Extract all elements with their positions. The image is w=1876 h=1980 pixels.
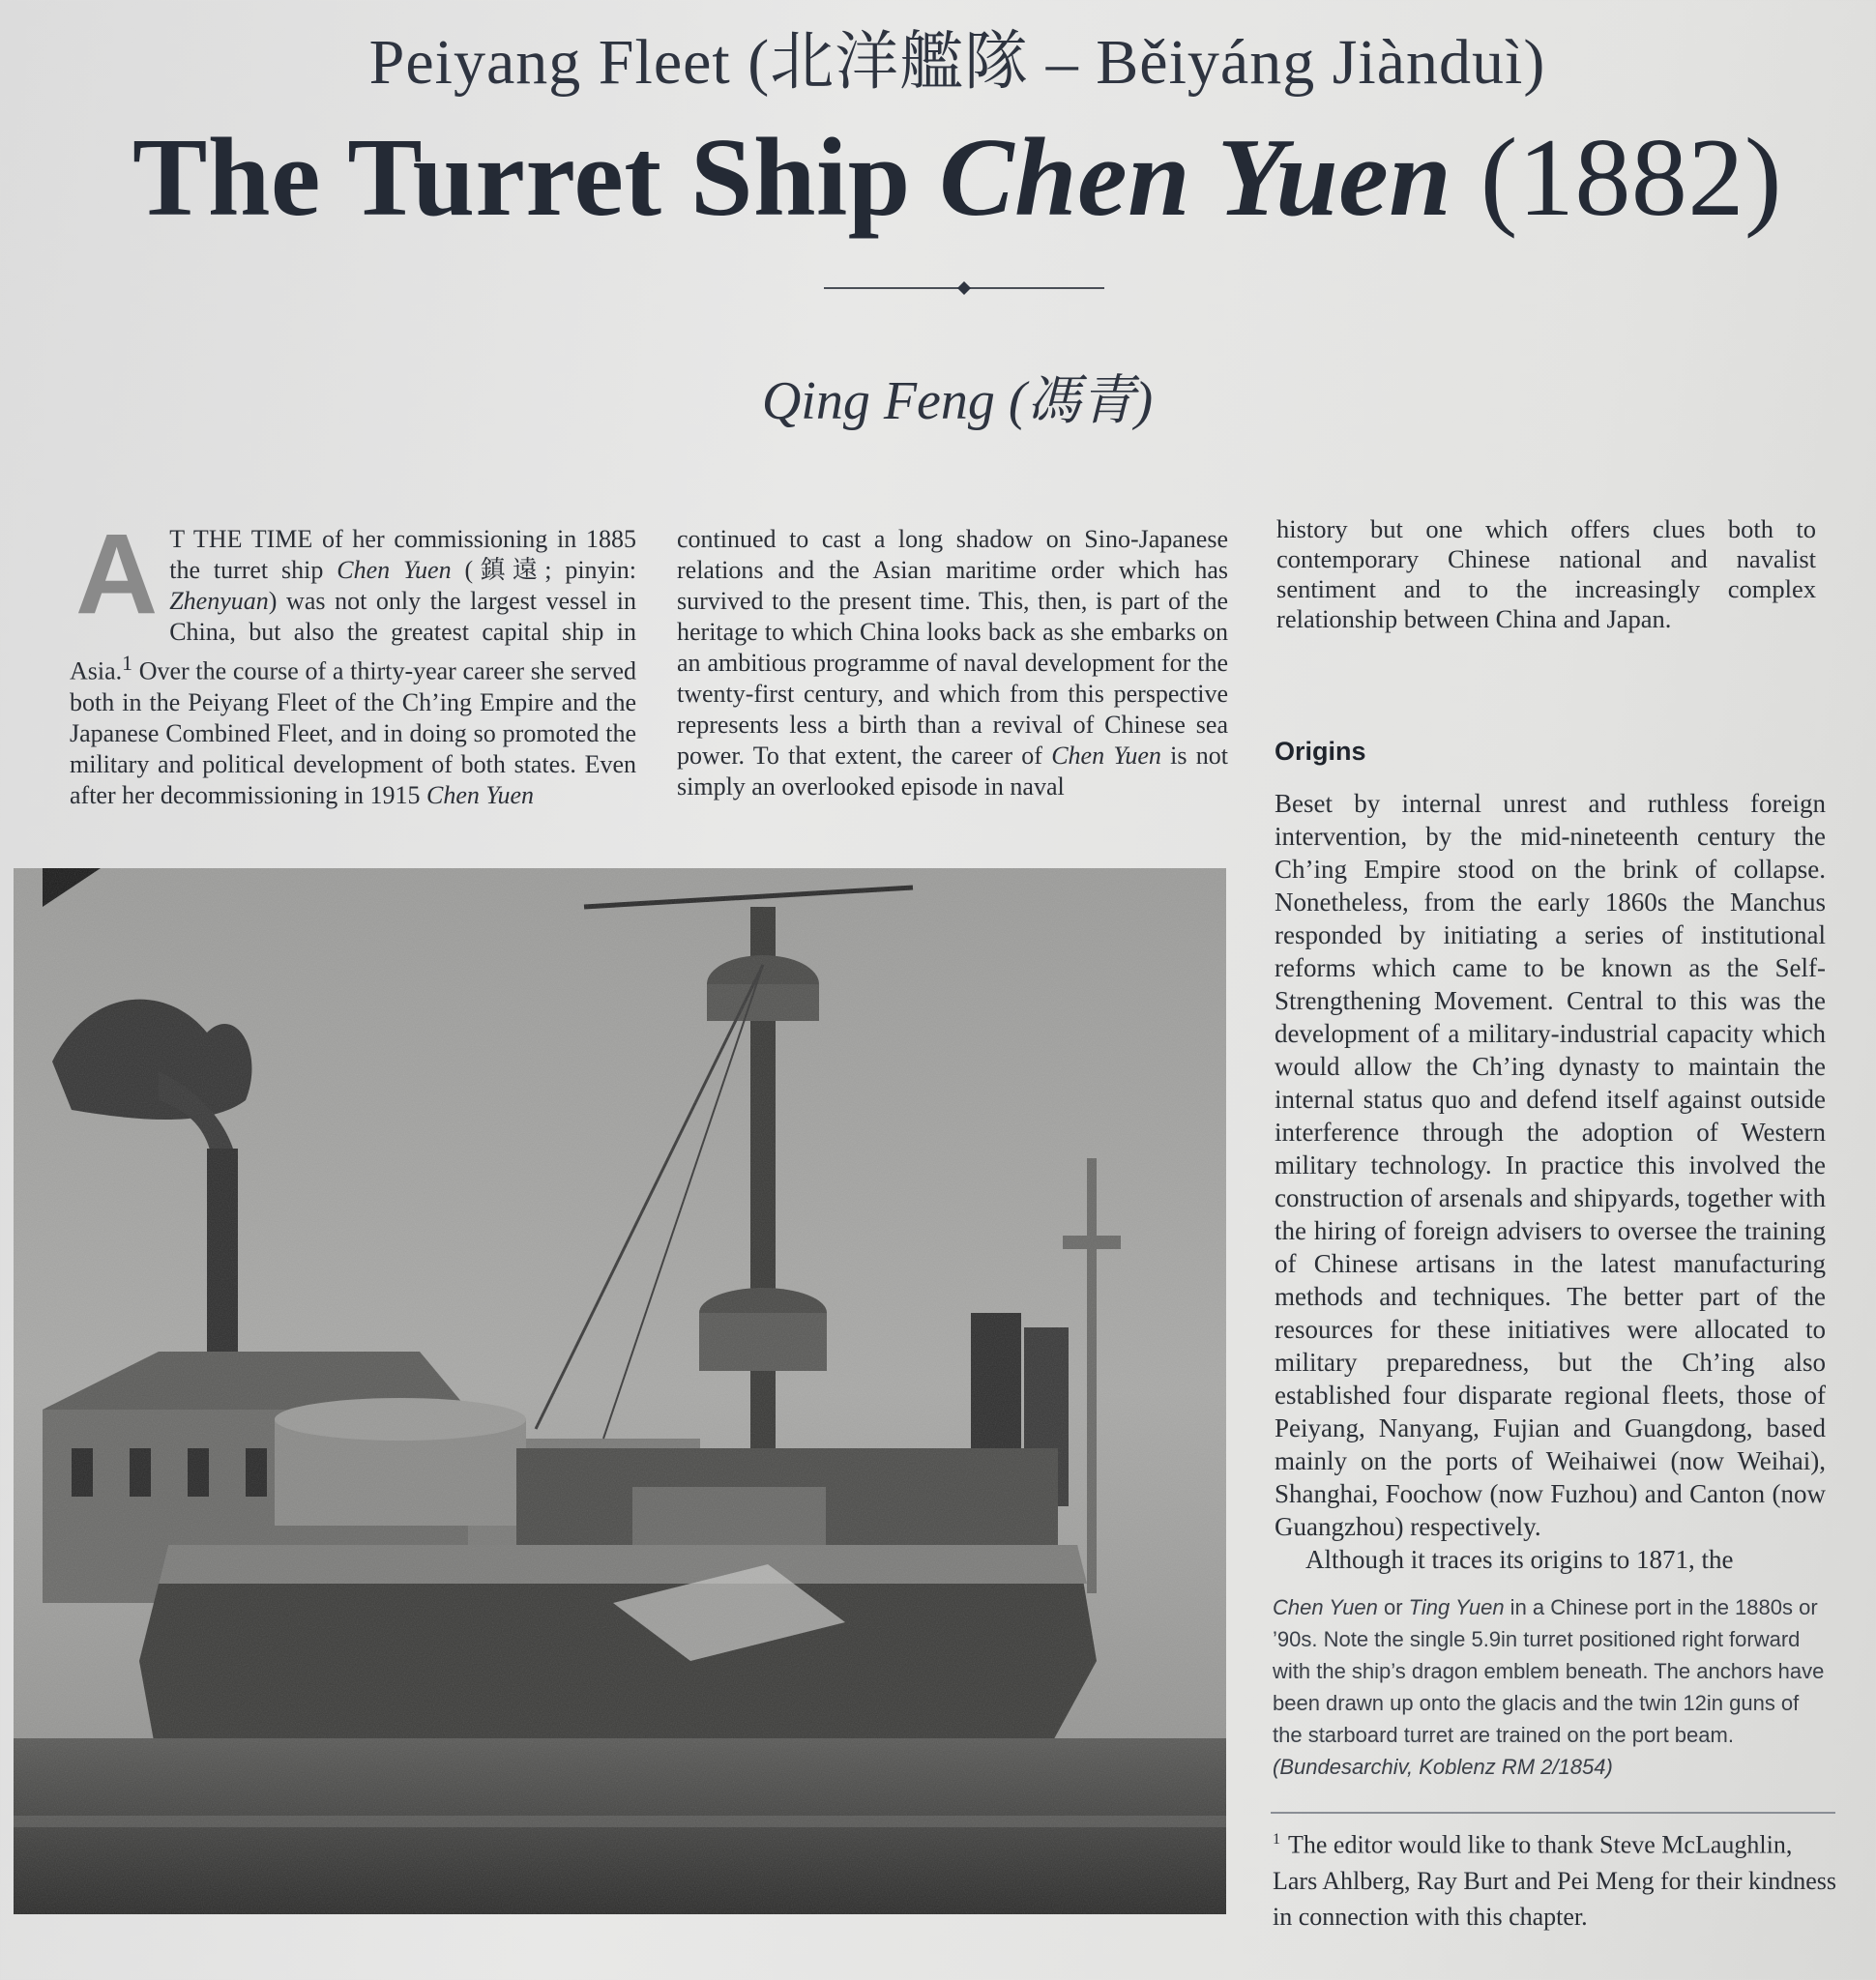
text-column-1 [70, 510, 636, 811]
col1-text: Over the course of a thirty-year career she served both in the Peiyang Fleet of the Ch’ing Empire and the Japanese Combined Fleet, and in doing so promoted the military and political development of both states. Even after her decommissioning in 1915 [70, 656, 636, 809]
title-divider-ornament [824, 278, 1104, 298]
footnote-text: The editor would like to thank Steve McLaughlin, Lars Ahlberg, Ray Burt and Pei Meng for their kindness in connection with this chapter. [1273, 1830, 1836, 1931]
caption-text: or [1377, 1595, 1409, 1619]
drop-cap: A [75, 510, 159, 638]
ship-name: Chen Yuen [337, 556, 452, 584]
title-prefix: The Turret Ship [132, 116, 940, 240]
footnote-marker: 1 [122, 652, 132, 675]
col2-text: is not simply an overlooked episode in naval [677, 742, 1228, 801]
ship-photograph [14, 868, 1226, 1914]
caption-ship-name: Ting Yuen [1408, 1595, 1505, 1619]
col1-text: ) was not only the largest vessel in China, but also the greatest capital ship in Asia. [70, 587, 636, 685]
pinyin-name: Zhenyuan [169, 587, 269, 615]
footnote [1273, 1821, 1843, 1935]
col3-text: history but one which offers clues both to contemporary Chinese national and navalist sentiment and to the increasingly complex relationship between China and Japan. [1276, 514, 1816, 633]
ship-name: Chen Yuen [1051, 742, 1161, 770]
text-column-2 [677, 524, 1228, 802]
chapter-title [0, 114, 1876, 243]
caption-text: in a Chinese port in the 1880s or ’90s. Note the single 5.9in turret positioned right forward with the ship’s dragon emblem beneath. The anchors have been drawn up onto the glacis and the twin 12in guns of the starboard turret are trained on the port beam. [1273, 1595, 1825, 1747]
footnote-number: 1 [1273, 1831, 1280, 1848]
caption-ship-name: Chen Yuen [1273, 1595, 1378, 1619]
section-heading-origins: Origins [1275, 737, 1366, 766]
origins-section [1275, 735, 1826, 1576]
origins-paragraph-1: Beset by internal unrest and ruthless foreign intervention, by the mid-nineteenth century the Ch’ing Empire stood on the brink of collapse. Nonetheless, from the early 1860s the Manchus responded by initiating a series of institutional reforms which came to be known as the Self-Strengthening Movement. Central to this was the development of a military-industrial capacity which would allow the Ch’ing dynasty to maintain the internal status quo and defend itself against outside interference through the adoption of Western military technology. In practice this involved the construction of arsenals and shipyards, together with the hiring of foreign advisers to oversee the training of Chinese artisans in the latest manufacturing methods and techniques. The better part of the resources for these initiatives were allocated to military preparedness, but the Ch’ing also established four disparate regional fleets, those of Peiyang, Nanyang, Fujian and Guangdong, based mainly on the ports of Weihaiwei (now Weihai), Shanghai, Foochow (now Fuzhou) and Canton (now Guangzhou) respectively. [1275, 789, 1826, 1541]
col1-text: (鎮遠; pinyin: [451, 556, 636, 584]
col1-lead: T THE TIME of her commissioning in 1885 the turret ship [169, 525, 636, 584]
ship-name: Chen Yuen [425, 780, 534, 809]
text-column-3-top [1276, 514, 1816, 634]
col2-text: continued to cast a long shadow on Sino-Japanese relations and the Asian maritime order which has survived to the present time. This, then, is part of the heritage to which China looks back as she embarks on an ambitious programme of naval development for the twenty-first century, and which from this perspective represents less a birth than a revival of Chinese sea power. To that extent, the career of [677, 525, 1228, 770]
origins-paragraph-2: Although it traces its origins to 1871, the [1305, 1545, 1734, 1574]
title-ship-name: Chen Yuen [939, 116, 1452, 240]
photo-caption [1273, 1591, 1833, 1783]
photo-credit: (Bundesarchiv, Koblenz RM 2/1854) [1273, 1755, 1613, 1779]
footnote-rule [1271, 1812, 1835, 1814]
author-byline: Qing Feng (馮青) [761, 371, 1154, 431]
series-title: Peiyang Fleet (北洋艦隊 – Běiyáng Jiànduì) [368, 27, 1546, 98]
title-year: (1882) [1451, 116, 1783, 240]
